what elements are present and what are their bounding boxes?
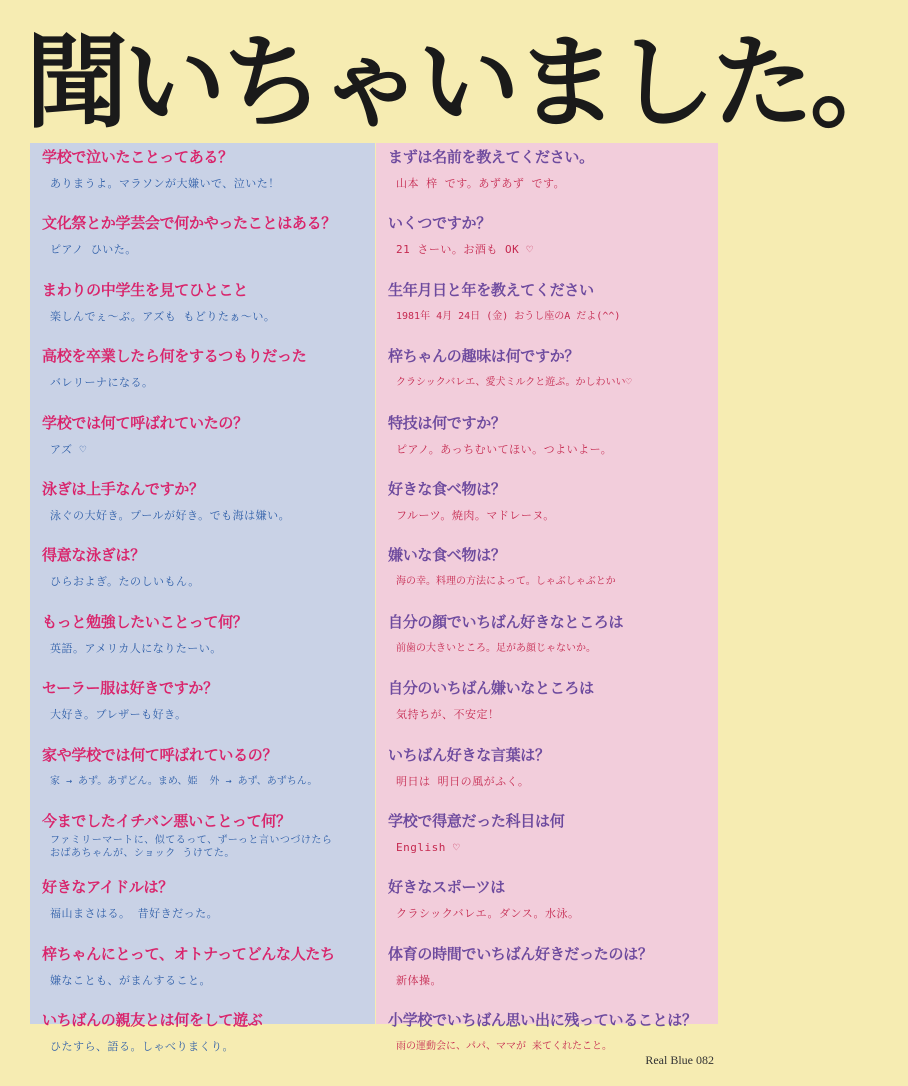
question: 好きなアイドルは？	[42, 878, 173, 897]
answer: ファミリーマートに、似てるって、ずーっと言いつづけたら おばあちゃんが、ショック うけてた。	[50, 834, 333, 859]
answer: 家 → あず。あずどん。まめ、姫 外 → あず、あずちん。	[50, 775, 318, 787]
answer: ピアノ ひいた。	[50, 243, 137, 257]
answer: 新体操。	[396, 973, 442, 987]
answer: 楽しんでぇ〜ぶ。アズも もどりたぁ〜い。	[50, 309, 276, 323]
question: いちばん好きな言葉は？	[388, 745, 550, 764]
qa-item	[388, 877, 718, 939]
question: 今までしたイチバン悪いことって何？	[42, 811, 291, 830]
qa-item	[388, 213, 718, 275]
question: セーラー服は好きですか？	[42, 679, 218, 698]
qa-item	[42, 545, 372, 607]
qa-item	[388, 545, 718, 607]
qa-item	[42, 944, 372, 1006]
question: まわりの中学生を見てひとこと	[42, 280, 248, 299]
answer: ひらおよぎ。たのしいもん。	[50, 575, 200, 589]
answer: 1981年 4月 24日 (金) おうし座のA だよ(^^)	[396, 310, 621, 322]
qa-item	[42, 745, 372, 807]
qa-item	[388, 147, 718, 209]
qa-item	[388, 944, 718, 1006]
answer: ありまうよ。マラソンが大嫌いで、泣いた！	[50, 177, 280, 190]
page-title: 聞いちゃいました。	[26, 23, 908, 143]
question: 学校では何て呼ばれていたの？	[42, 413, 248, 432]
qa-item	[42, 678, 372, 740]
question: 自分の顔でいちばん好きなところは	[388, 612, 624, 631]
question: もっと勉強したいことって何？	[42, 612, 248, 631]
question: 体育の時間でいちばん好きだったのは？	[388, 944, 653, 963]
question: 小学校でいちばん思い出に残っていることは？	[388, 1011, 697, 1030]
question: 高校を卒業したら何をするつもりだった	[42, 347, 307, 366]
answer: 前歯の大きいところ。足があ顔じゃないか。	[396, 642, 596, 654]
question: 家や学校では何て呼ばれているの？	[42, 745, 278, 764]
qa-item	[42, 479, 372, 541]
answer: 英語。アメリカ人になりたーい。	[50, 641, 222, 655]
answer: クラシックバレエ。ダンス。水泳。	[396, 907, 580, 921]
question: 梓ちゃんにとって、オトナってどんな人たち	[42, 944, 335, 963]
question: いくつですか？	[388, 214, 491, 233]
qa-item	[388, 745, 718, 807]
question: 好きな食べ物は？	[388, 479, 506, 498]
answer: バレリーナになる。	[50, 376, 154, 390]
qa-item	[388, 678, 718, 740]
left-qa-column	[42, 143, 372, 1072]
qa-item	[42, 346, 372, 408]
qa-item	[388, 612, 718, 674]
qa-item	[42, 1010, 372, 1072]
question: 得意な泳ぎは？	[42, 546, 145, 565]
question: 生年月日と年を教えてください	[388, 280, 594, 299]
answer: フルーツ。焼肉。マドレーヌ。	[396, 508, 555, 522]
page-number: Real Blue 082	[645, 1053, 714, 1067]
qa-item	[388, 346, 718, 408]
qa-item	[42, 213, 372, 275]
qa-item	[42, 280, 372, 342]
question: 学校で泣いたことってある？	[42, 148, 233, 166]
right-qa-column	[388, 143, 718, 1072]
answer: 嫌なことも、がまんすること。	[50, 973, 211, 987]
answer: English ♡	[396, 840, 461, 854]
answer: 海の幸。料理の方法によって。しゃぶしゃぶとか	[396, 576, 616, 588]
question: 嫌いな食べ物は？	[388, 546, 506, 565]
answer: ひたすら、語る。しゃべりまくり。	[50, 1040, 234, 1054]
answer: ピアノ。あっちむいてほい。つよいよー。	[396, 442, 613, 456]
question: 文化祭とか学芸会で何かやったことはある？	[42, 214, 337, 233]
question: まずは名前を教えてください。	[388, 148, 594, 166]
question: 特技は何ですか？	[388, 413, 506, 432]
qa-item	[42, 811, 372, 873]
qa-item	[388, 280, 718, 342]
answer: 明日は 明日の風がふく。	[396, 774, 530, 788]
answer: クラシックバレエ、愛犬ミルクと遊ぶ。かしわいい♡	[396, 377, 632, 389]
answer: 気持ちが、不安定！	[396, 708, 500, 722]
question: 好きなスポーツは	[388, 878, 506, 897]
answer: アズ ♡	[50, 442, 87, 456]
answer: 大好き。ブレザーも好き。	[50, 708, 187, 722]
question: 自分のいちばん嫌いなところは	[388, 679, 594, 698]
answer: 21 さーい。お酒も OK ♡	[396, 243, 534, 257]
qa-item	[42, 413, 372, 475]
question: 梓ちゃんの趣味は何ですか？	[388, 347, 580, 366]
qa-item	[388, 811, 718, 873]
answer: 泳ぐの大好き。プールが好き。でも海は嫌い。	[50, 508, 291, 522]
qa-item	[42, 877, 372, 939]
answer: 雨の運動会に、パパ、ママが 来てくれたこと。	[396, 1041, 613, 1053]
question: いちばんの親友とは何をして遊ぶ	[42, 1011, 263, 1030]
question: 学校で得意だった科目は何	[388, 811, 565, 830]
answer: 山本 梓 です。あずあず です。	[396, 177, 566, 190]
qa-item	[388, 479, 718, 541]
question: 泳ぎは上手なんですか？	[42, 479, 204, 498]
answer: 福山まさはる。 昔好きだった。	[50, 907, 219, 921]
qa-item	[388, 413, 718, 475]
qa-item	[42, 612, 372, 674]
qa-item	[42, 147, 372, 209]
